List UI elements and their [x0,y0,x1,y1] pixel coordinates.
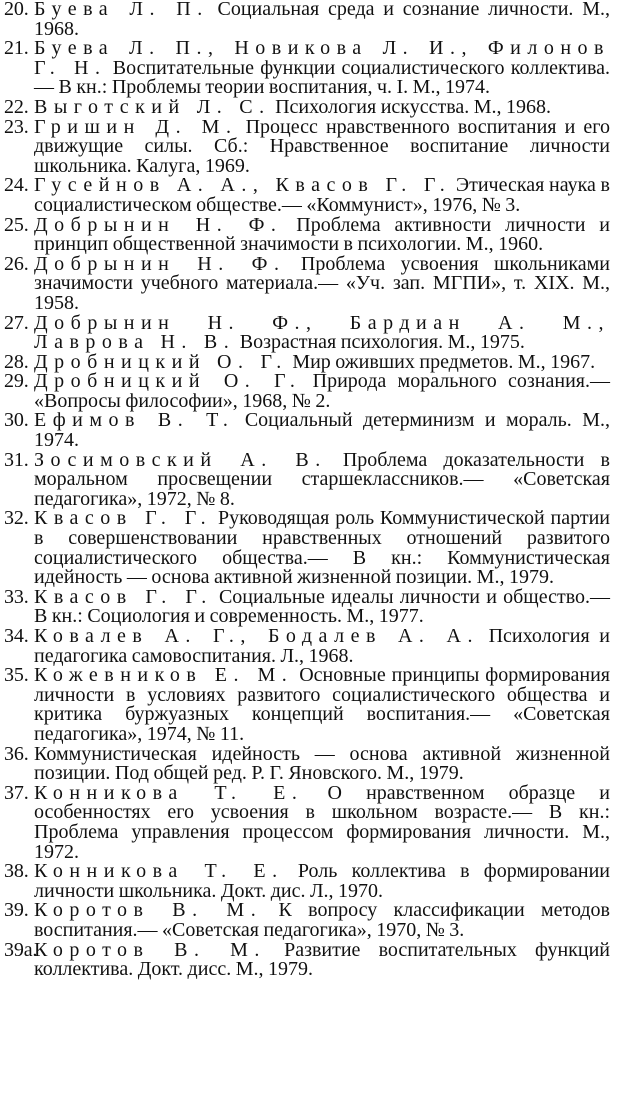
entry-text: Роль коллектива в формировании личности школьника. Докт. дис. Л., 1970. [34,860,610,902]
entry-number: 21. [4,37,29,60]
entry-text: О нравственном образце и особенностях его усвоения в школьном возрасте.— В кн.: Проблема управления процессом формирования личности. М., 1972. [34,781,610,863]
entry-number: 34. [4,625,29,647]
bibliography-entry [4,938,611,981]
entry-author: Выготский Л. С. [34,95,271,118]
bibliography-entry [4,0,610,39]
bibliography-entry [4,213,610,256]
entry-text: Мир оживших предметов. М., 1967. [287,350,596,373]
entry-number: 35. [4,664,29,687]
entry-text: К вопросу классификации методов воспитания.— «Советская педагогика», 1970, № 3. [34,899,611,941]
entry-text: Проблема усвоения школьниками значимости учебного материала.— «Уч. зап. МГПИ», т. XIX. М., 1958. [34,252,610,314]
bibliography-entry [4,509,610,587]
entry-number: 29. [4,370,29,393]
entry-number: 33. [4,585,29,608]
entry-text: Коммунистическая идейность — основа активной жизненной позиции. Под общей ред. Р. Г. Яновского. М., 1979. [34,742,610,785]
entry-text: Социальные идеалы личности и общество.— В кн.: Социология и современность. М., 1977. [34,585,610,628]
entry-author: Ковалев А. Г., Бодалев А. А. [34,625,479,647]
entry-number: 25. [4,213,29,236]
bibliography-list [4,0,610,980]
bibliography-entry [4,448,610,510]
entry-author: Добрынин Н. Ф. [34,252,286,275]
entry-text: Психология и педагогика самовоспитания. Л., 1968. [34,625,611,667]
entry-number: 37. [4,781,29,804]
entry-author: Гришин Д. М. [34,115,238,138]
entry-text: Руководящая роль Коммунистической партии в совершенствовании нравственных отношений развитого социалистического общества.— В кн.: Коммунистическая идейность — основа активной жизненной позиции. М., 1979. [34,507,610,589]
entry-text: Основные принципы формирования личности в условиях развитого социалистического общества и критика буржуазных концепций воспитания.— «Советская педагогика», 1974, № 11. [34,664,610,745]
entry-author: Зосимовский А. В. [34,448,327,471]
entry-number: 32. [4,507,29,530]
bibliography-entry [4,862,610,901]
bibliography-entry [4,411,610,450]
entry-author: Гусейнов А. А., Квасов Г. Г. [34,174,452,197]
entry-author: Коротов В. М. [34,938,266,961]
entry-author: Квасов Г. Г. [34,507,213,530]
entry-number: 22. [4,95,29,118]
bibliography-entry [4,901,610,940]
entry-author: Квасов Г. Г. [34,585,213,608]
bibliography-entry [4,39,610,98]
entry-number: 30. [4,409,29,432]
entry-number: 39. [4,899,29,922]
entry-text: Природа морального сознания.— «Вопросы философии», 1968, № 2. [34,370,610,412]
entry-author: Ефимов В. Т. [34,409,235,432]
entry-author: Буева Л. П. [34,0,209,20]
bibliography-entry [4,742,610,785]
entry-text: Возрастная психология. М., 1975. [235,331,525,354]
entry-author: Дробницкий О. Г. [34,370,302,393]
bibliography-entry [4,252,610,314]
entry-number: 23. [4,115,29,138]
entry-text: Проблема активности личности и принцип общественной значимости в психологии. М., 1960. [34,213,610,256]
entry-text: Воспитательные функции социалистического коллектива.— В кн.: Проблемы теории воспитания, ч. I. М., 1974. [34,56,611,99]
entry-number: 27. [4,311,29,334]
entry-text: Процесс нравственного воспитания и его движущие силы. Сб.: Нравственное воспитание личности школьника. Калуга, 1969. [34,115,610,177]
entry-number: 39а. [4,938,38,961]
entry-author: Конникова Т. Е. [34,860,284,883]
entry-number: 36. [4,742,29,765]
entry-text: Социальный детерминизм и мораль. М., 1974. [34,409,610,452]
bibliography-entry [4,585,610,628]
entry-text: Психология искусства. М., 1968. [270,95,552,118]
entry-text: Развитие воспитательных функций коллектива. Докт. дисс. М., 1979. [34,938,611,981]
entry-text: Этическая наука в социалистическом обществе.— «Коммунист», 1976, № 3. [34,174,610,216]
entry-author: Добрынин Н. Ф. [34,213,283,236]
entry-author: Конникова Т. Е. [34,781,304,804]
entry-number: 26. [4,252,29,275]
entry-number: 20. [4,0,29,20]
entry-text: Проблема доказательности в моральном просвещении старшеклассников.— «Советская педагогика», 1972, № 8. [34,448,610,510]
entry-text: Социальная среда и сознание личности. М., 1968. [34,0,610,40]
entry-number: 24. [4,174,29,197]
bibliography-entry [4,176,610,215]
entry-author: Коротов В. М. [34,899,263,922]
entry-number: 28. [4,350,29,373]
bibliography-entry [4,311,610,354]
entry-author: Буева Л. П., Новикова Л. И., Филонов Г. Н. [34,37,610,79]
bibliography-entry [4,627,610,666]
bibliography-entry [4,666,610,744]
bibliography-entry [4,781,610,863]
entry-number: 38. [4,860,29,883]
entry-author: Дробницкий О. Г. [34,350,288,373]
bibliography-entry [4,372,610,411]
bibliography-entry [4,115,610,177]
entry-author: Кожевников Е. М. [34,664,294,687]
entry-author: Добрынин Н. Ф., Бардиан А. М., Лаврова Н. В. [34,311,610,354]
entry-number: 31. [4,448,29,471]
